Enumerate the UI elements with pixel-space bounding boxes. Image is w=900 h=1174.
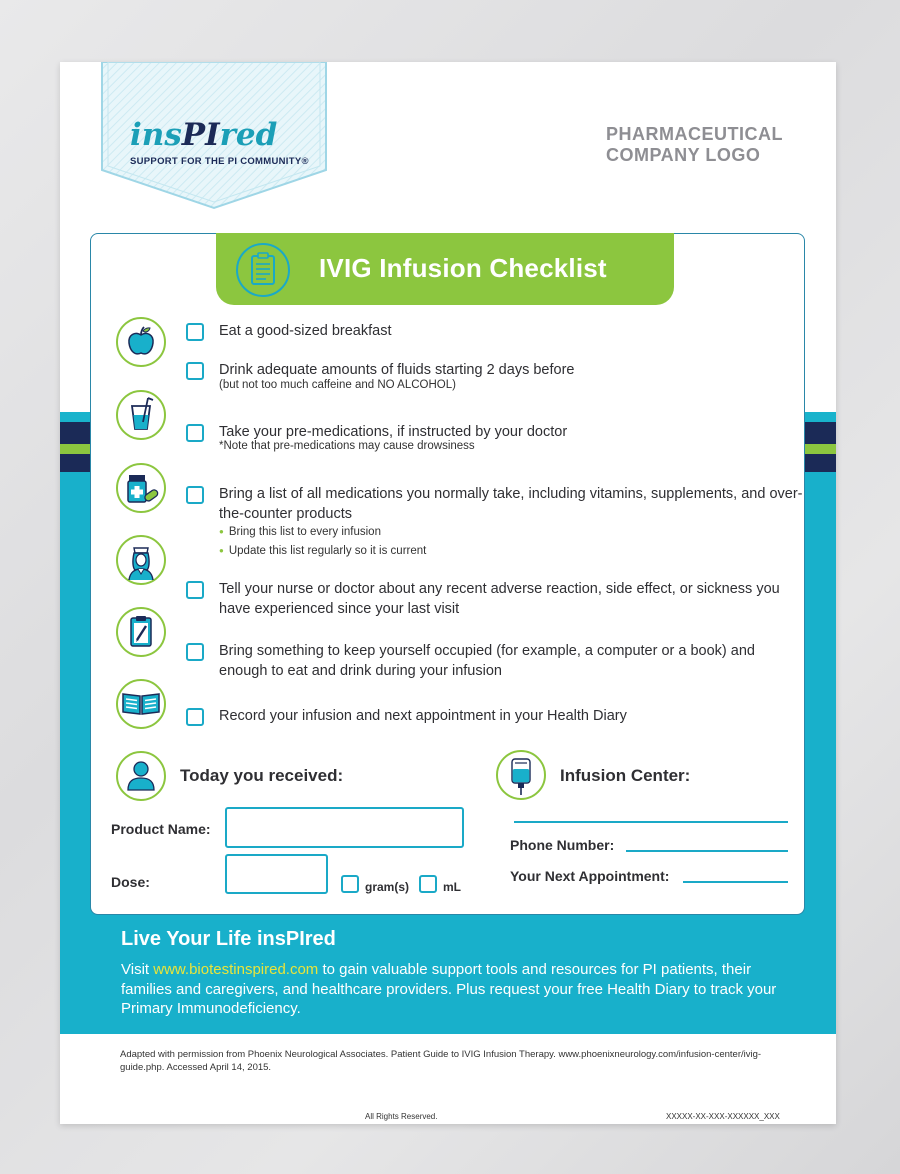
checklist-sheet bbox=[60, 62, 836, 1124]
gram-label: gram(s) bbox=[365, 880, 410, 894]
item-text: Bring something to keep yourself occupied (for example, a computer or a book) and enough to eat and drink during your infusion bbox=[219, 643, 755, 679]
checkbox-occupied[interactable] bbox=[186, 643, 204, 661]
pharmaceutical-logo-placeholder: PHARMACEUTICAL COMPANY LOGO bbox=[606, 124, 783, 165]
next-appointment-label: Your Next Appointment: bbox=[510, 868, 670, 884]
dose-label: Dose: bbox=[111, 874, 150, 890]
biotest-link[interactable]: www.biotestinspired.com bbox=[153, 961, 319, 978]
inspired-logo-text: insPIred bbox=[130, 117, 278, 153]
book-icon bbox=[115, 678, 167, 730]
item-note: (but not too much caffeine and NO ALCOHOL) bbox=[219, 379, 456, 391]
item-note: *Note that pre-medications may cause drowsiness bbox=[219, 440, 475, 452]
checkbox-medication-list[interactable] bbox=[186, 486, 204, 504]
product-name-input[interactable] bbox=[225, 807, 464, 848]
checkbox-adverse-reaction[interactable] bbox=[186, 581, 204, 599]
clipboard-pen-icon bbox=[115, 606, 167, 658]
live-your-life-body bbox=[121, 960, 781, 1019]
infusion-center-heading: Infusion Center: bbox=[560, 766, 691, 785]
item-bullet: ● Bring this list to every infusion bbox=[219, 526, 381, 538]
medication-icon bbox=[115, 462, 167, 514]
body-prefix: Visit bbox=[121, 961, 154, 978]
nurse-icon bbox=[115, 534, 167, 586]
drink-cup-icon bbox=[115, 389, 167, 441]
body-suffix: to gain valuable support tools and resources for PI patients, their families and caregivers, and healthcare providers. Plus request your free Health Diary to track your Primary Immunodeficiency. bbox=[121, 961, 777, 1017]
checkbox-breakfast[interactable] bbox=[186, 323, 204, 341]
phone-number-label: Phone Number: bbox=[510, 837, 615, 853]
item-text: Bring a list of all medications you normally take, including vitamins, supplements, and over-the-counter products bbox=[219, 486, 803, 522]
checkbox-health-diary[interactable] bbox=[186, 708, 204, 726]
document-code: XXXXX-XX-XXX-XXXXXX_XXX bbox=[666, 1112, 780, 1121]
checkbox-premedications[interactable] bbox=[186, 424, 204, 442]
item-text: Eat a good-sized breakfast bbox=[219, 323, 392, 339]
iv-bag-icon bbox=[495, 749, 547, 801]
infusion-center-line[interactable] bbox=[514, 821, 788, 823]
live-your-life-heading: Live Your Life insPIred bbox=[121, 928, 336, 950]
clipboard-checklist-icon bbox=[235, 242, 291, 298]
item-text: Tell your nurse or doctor about any recent adverse reaction, side effect, or sickness you have experienced since your last visit bbox=[219, 581, 780, 617]
checklist-card bbox=[90, 233, 805, 915]
checkbox-fluids[interactable] bbox=[186, 362, 204, 380]
phone-number-line[interactable] bbox=[626, 850, 788, 852]
next-appointment-line[interactable] bbox=[683, 881, 788, 883]
dose-input[interactable] bbox=[225, 854, 328, 894]
ml-checkbox[interactable] bbox=[419, 875, 437, 893]
item-text: Record your infusion and next appointment in your Health Diary bbox=[219, 708, 627, 724]
item-bullet: ● Update this list regularly so it is current bbox=[219, 545, 426, 557]
item-text: Take your pre-medications, if instructed by your doctor bbox=[219, 424, 568, 440]
apple-icon bbox=[115, 316, 167, 368]
product-name-label: Product Name: bbox=[111, 821, 211, 837]
received-heading: Today you received: bbox=[180, 766, 344, 785]
title-tab bbox=[216, 233, 674, 305]
person-icon bbox=[115, 750, 167, 802]
logo-tagline: SUPPORT FOR THE PI COMMUNITY® bbox=[130, 156, 309, 167]
ml-label: mL bbox=[443, 880, 461, 894]
rights-text: All Rights Reserved. bbox=[365, 1112, 438, 1121]
item-text: Drink adequate amounts of fluids starting 2 days before bbox=[219, 362, 575, 378]
gram-checkbox[interactable] bbox=[341, 875, 359, 893]
checklist-title: IVIG Infusion Checklist bbox=[319, 253, 607, 283]
citation-text: Adapted with permission from Phoenix Neurological Associates. Patient Guide to IVIG Infusion Therapy. www.phoenixneurology.com/infusion-center/ivig-guide.php. Accessed April 14, 2015. bbox=[120, 1049, 762, 1073]
